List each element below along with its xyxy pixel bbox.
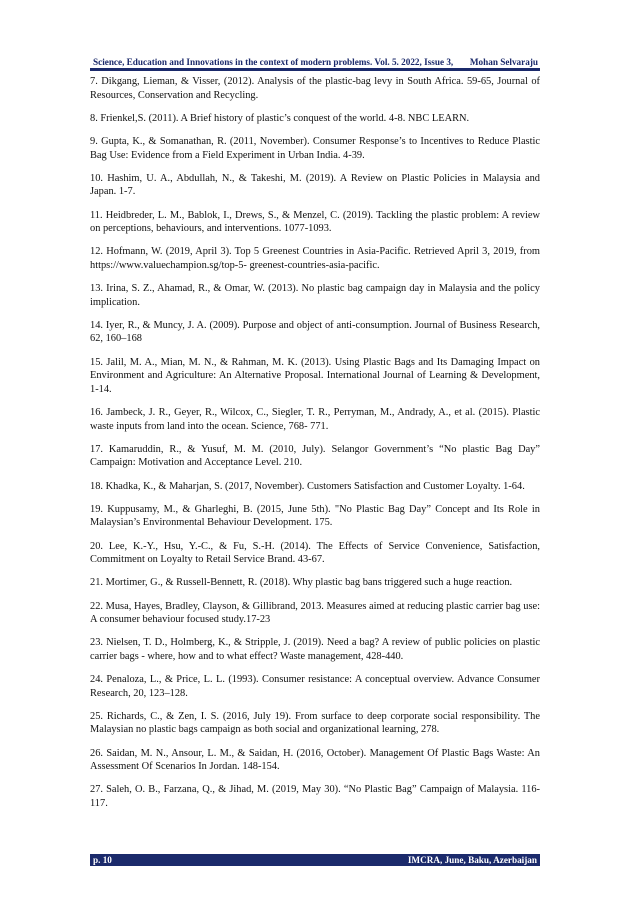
- author-name: Mohan Selvaraju: [469, 57, 538, 67]
- journal-title: Science, Education and Innovations in the context of modern problems. Vol. 5. 2022, Issue 3,: [93, 57, 454, 67]
- page-number: p. 10: [93, 855, 112, 865]
- reference-10: 10. Hashim, U. A., Abdullah, N., & Takeshi, M. (2019). A Review on Plastic Policies in Malaysia and Japan. 1-7.: [90, 172, 540, 198]
- reference-11: 11. Heidbreder, L. M., Bablok, I., Drews, S., & Menzel, C. (2019). Tackling the plastic problem: A review on perceptions, behaviours, and interventions. 1077-1093.: [90, 209, 540, 235]
- reference-27: 27. Saleh, O. B., Farzana, Q., & Jihad, M. (2019, May 30). “No Plastic Bag” Campaign of Malaysia. 116-117.: [90, 784, 540, 810]
- reference-13: 13. Irina, S. Z., Ahamad, R., & Omar, W. (2013). No plastic bag campaign day in Malaysia and the policy implication.: [90, 283, 540, 308]
- reference-18: 18. Khadka, K., & Maharjan, S. (2017, November). Customers Satisfaction and Customer Loyalty. 1-64.: [90, 480, 525, 492]
- reference-26: 26. Saidan, M. N., Ansour, L. M., & Saidan, H. (2016, October). Management Of Plastic Bags Waste: An Assessment Of Scenarios In Jordan. 148-154.: [90, 747, 540, 773]
- reference-21: 21. Mortimer, G., & Russell-Bennett, R. (2018). Why plastic bag bans triggered such a huge reaction.: [90, 577, 513, 589]
- reference-9: 9. Gupta, K., & Somanathan, R. (2011, November). Consumer Response’s to Incentives to Reduce Plastic Bag Use: Evidence from a Field Experiment in Urban India. 4-39.: [90, 135, 540, 161]
- reference-12: 12. Hofmann, W. (2019, April 3). Top 5 Greenest Countries in Asia-Pacific. Retrieved April 3, 2019, from https://www.valuechampion.sg/top-5- greenest-countries-asia-pacific.: [90, 246, 540, 271]
- reference-15: 15. Jalil, M. A., Mian, M. N., & Rahman, M. K. (2013). Using Plastic Bags and Its Damaging Impact on Environment and Agriculture: An Alternative Proposal. International Journal of Learning & Development, 1-14.: [90, 356, 540, 395]
- reference-23: 23. Nielsen, T. D., Holmberg, K., & Stripple, J. (2019). Need a bag? A review of public policies on plastic carrier bags - where, how and to what effect? Waste management, 428-440.: [90, 637, 540, 662]
- publisher-info: IMCRA, June, Baku, Azerbaijan: [407, 855, 537, 865]
- reference-24: 24. Penaloza, L., & Price, L. L. (1993). Consumer resistance: A conceptual overview. Advance Consumer Research, 20, 123–128.: [90, 674, 540, 699]
- reference-7: 7. Dikgang, Lieman, & Visser, (2012). Analysis of the plastic-bag levy in South Africa. 59-65, Journal of Resources, Conservation and Recycling.: [90, 76, 540, 101]
- reference-16: 16. Jambeck, J. R., Geyer, R., Wilcox, C., Siegler, T. R., Perryman, M., Andrady, A., et al. (2015). Plastic waste inputs from land into the ocean. Science, 768- 771.: [90, 407, 540, 432]
- reference-8: 8. Frienkel,S. (2011). A Brief history of plastic’s conquest of the world. 4-8. NBC LEARN.: [90, 112, 470, 124]
- running-header: [90, 55, 540, 71]
- reference-list: [90, 75, 540, 820]
- reference-20: 20. Lee, K.-Y., Hsu, Y.-C., & Fu, S.-H. (2014). The Effects of Service Convenience, Satisfaction, Commitment on Loyalty to Retail Service Brand. 43-67.: [90, 540, 540, 566]
- reference-19: 19. Kuppusamy, M., & Gharleghi, B. (2015, June 5th). "No Plastic Bag Day” Concept and Its Role in Malaysian’s Environmental Behaviour Development. 175.: [90, 503, 540, 529]
- reference-22: 22. Musa, Hayes, Bradley, Clayson, & Gillibrand, 2013. Measures aimed at reducing plastic carrier bag use: A consumer behaviour focused study.17-23: [90, 600, 540, 626]
- running-footer: [90, 854, 540, 866]
- reference-14: 14. Iyer, R., & Muncy, J. A. (2009). Purpose and object of anti-consumption. Journal of Business Research, 62, 160–168: [90, 319, 540, 345]
- reference-25: 25. Richards, C., & Zen, I. S. (2016, July 19). From surface to deep corporate social responsibility. The Malaysian no plastic bags campaign as both social and organizational learning, 278.: [90, 710, 540, 736]
- reference-17: 17. Kamaruddin, R., & Yusuf, M. M. (2010, July). Selangor Government’s “No plastic Bag Day” Campaign: Motivation and Acceptance Level. 210.: [90, 443, 540, 469]
